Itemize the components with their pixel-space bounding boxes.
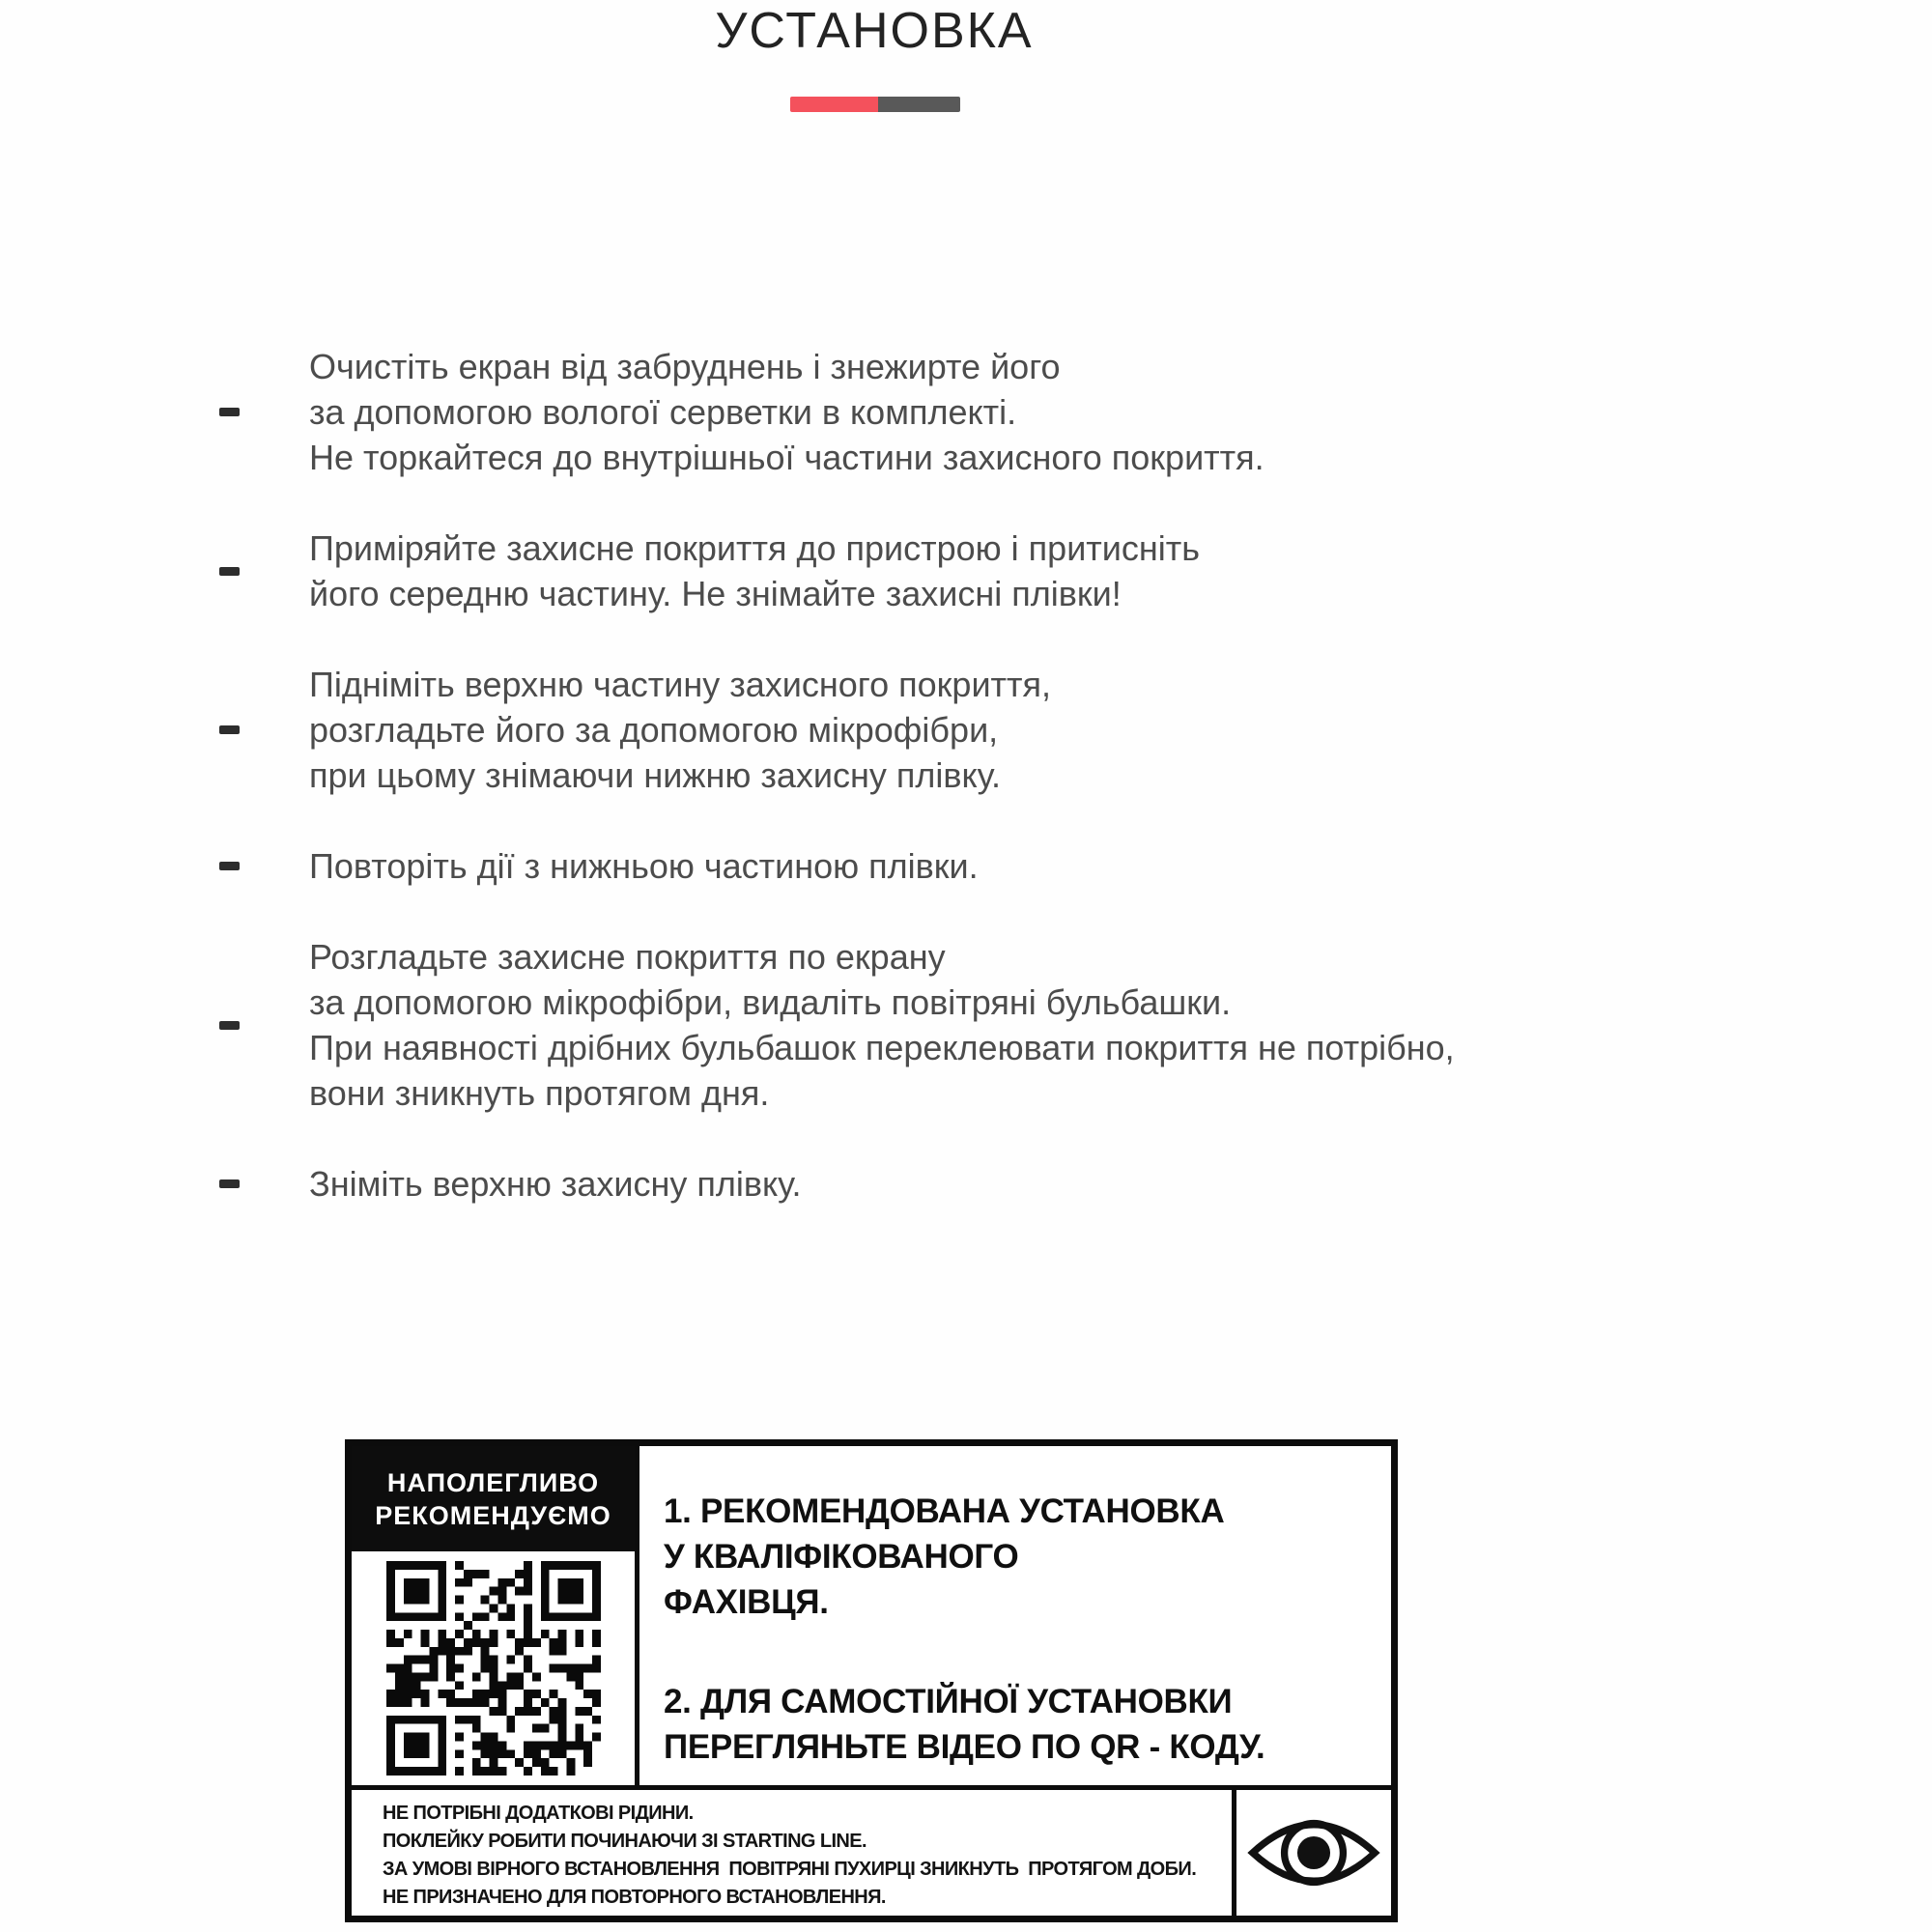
divider-dark-segment — [878, 97, 960, 112]
instruction-item — [219, 526, 1455, 616]
divider-red-segment — [790, 97, 878, 112]
bullet-dash-icon — [219, 725, 240, 734]
recommendation-header — [352, 1446, 635, 1551]
text-line: Не торкайтеся до внутрішньої частини захисного покриття. — [309, 438, 1264, 477]
text-line: ПЕРЕГЛЯНЬТЕ ВІДЕО ПО QR - КОДУ. — [664, 1728, 1265, 1766]
recommendation-right-cell — [639, 1446, 1391, 1785]
text-line: ФАХІВЦЯ. — [664, 1583, 829, 1621]
text-line: НЕ ПРИЗНАЧЕНО ДЛЯ ПОВТОРНОГО ВСТАНОВЛЕННЯ. — [383, 1887, 886, 1908]
text-line: Повторіть дії з нижньою частиною плівки. — [309, 846, 979, 886]
instruction-item — [219, 843, 1455, 889]
text-line: ПОКЛЕЙКУ РОБИТИ ПОЧИНАЮЧИ ЗІ STARTING LINE. — [383, 1831, 867, 1852]
recommendation-header-line1: НАПОЛЕГЛИВО — [386, 1467, 600, 1497]
text-line: розгладьте його за допомогою мікрофібри, — [309, 710, 999, 750]
instruction-text — [309, 662, 1051, 798]
instruction-item — [219, 344, 1455, 480]
text-line: При наявності дрібних бульбашок переклеювати покриття не потрібно, — [309, 1028, 1455, 1067]
instruction-text — [309, 1161, 802, 1207]
eye-icon — [1243, 1803, 1384, 1903]
instruction-item — [219, 662, 1455, 798]
bullet-dash-icon — [219, 1179, 240, 1188]
text-line: НЕ ПОТРІБНІ ДОДАТКОВІ РІДИНИ. — [383, 1803, 694, 1824]
text-line: Розгладьте захисне покриття по екрану — [309, 937, 946, 977]
text-line: 2. ДЛЯ САМОСТІЙНОЇ УСТАНОВКИ — [664, 1683, 1233, 1720]
recommendation-header-line2: РЕКОМЕНДУЄМО — [375, 1500, 611, 1530]
page-title: УСТАНОВКА — [715, 3, 1034, 59]
text-line: ЗА УМОВІ ВІРНОГО ВСТАНОВЛЕННЯ ПОВІТРЯНІ ПУХИРЦІ ЗНИКНУТЬ ПРОТЯГОМ ДОБИ. — [383, 1859, 1197, 1880]
instruction-item — [219, 1161, 1455, 1207]
eye-cell — [1236, 1790, 1391, 1916]
qr-code-icon — [386, 1561, 601, 1776]
recommendation-item-2 — [664, 1679, 1372, 1770]
instruction-text — [309, 843, 979, 889]
recommendation-box — [345, 1439, 1398, 1922]
text-line: за допомогою вологої серветки в комплекті. — [309, 392, 1017, 432]
instruction-text — [309, 344, 1264, 480]
instruction-text — [309, 526, 1200, 616]
bullet-dash-icon — [219, 862, 240, 870]
text-line: 1. РЕКОМЕНДОВАНА УСТАНОВКА — [664, 1492, 1225, 1530]
qr-area — [352, 1551, 635, 1785]
instruction-list — [219, 344, 1455, 1252]
recommendation-left-cell — [352, 1446, 635, 1785]
text-line: Очистіть екран від забруднень і знежирте його — [309, 347, 1061, 386]
instruction-text — [309, 934, 1455, 1116]
footer-notes — [352, 1790, 1232, 1916]
recommendation-footer — [352, 1790, 1391, 1916]
bullet-dash-icon — [219, 1021, 240, 1030]
bullet-dash-icon — [219, 567, 240, 576]
text-line: Зніміть верхню захисну плівку. — [309, 1164, 802, 1204]
text-line: У КВАЛІФІКОВАНОГО — [664, 1538, 1019, 1576]
text-line: вони зникнуть протягом дня. — [309, 1073, 770, 1113]
recommendation-item-1 — [664, 1489, 1372, 1625]
text-line: за допомогою мікрофібри, видаліть повітряні бульбашки. — [309, 982, 1232, 1022]
text-line: при цьому знімаючи нижню захисну плівку. — [309, 755, 1002, 795]
title-divider — [790, 97, 960, 112]
instruction-item — [219, 934, 1455, 1116]
text-line: Підніміть верхню частину захисного покриття, — [309, 665, 1052, 704]
text-line: Приміряйте захисне покриття до пристрою і притисніть — [309, 528, 1201, 568]
title-block — [0, 0, 1748, 60]
text-line: його середню частину. Не знімайте захисні плівки! — [309, 574, 1122, 613]
bullet-dash-icon — [219, 408, 240, 416]
